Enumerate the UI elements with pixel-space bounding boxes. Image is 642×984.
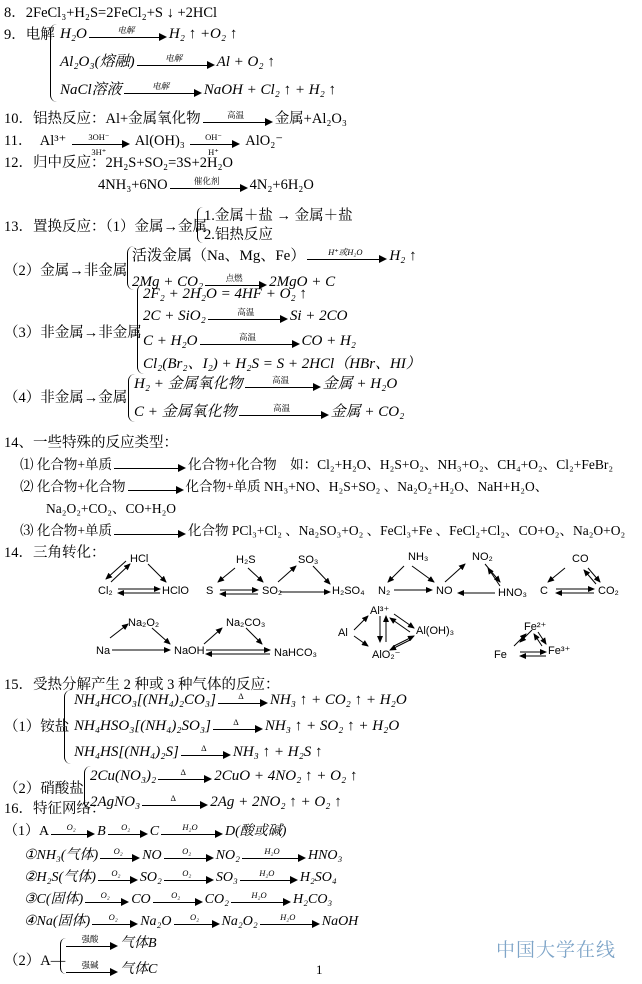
tri-label-t4-1: C	[540, 585, 548, 597]
eq-12-2: 4NH₃+6NO 催化剂 4N₂+6H₂O	[98, 175, 314, 193]
eq-15-1: NH₄HCO₃[(NH₄)₂CO₃] Δ NH₃ ↑ + CO₂ ↑ + H₂O	[74, 690, 407, 708]
label-s3: （3）非金属→非金属	[4, 325, 142, 341]
tri-label-t1-1: Cl₂	[98, 585, 113, 597]
brace-9	[50, 24, 57, 102]
eq-9-2: Al₂O₃(熔融) 电解 Al + O₂ ↑	[60, 52, 275, 70]
tri-label-t5-0: Na₂O₂	[128, 617, 160, 629]
eq-14-a: ⑴ 化合物+单质 化合物+化合物 如：Cl₂+H₂O、H₂S+O₂、NH₃+O₂、CH₄+O₂、Cl₂+FeBr₂	[20, 457, 614, 472]
eq-12-1: 12．归中反应：2H₂S+SO₂=3S+2H₂O	[4, 155, 234, 171]
eq-16-acid: 强酸 气体B	[64, 934, 157, 954]
eq-16-e1: ①NH₃(气体) O₂ NO O₂ NO₂ H₂O HNO₃	[24, 845, 343, 863]
title-14: 14、一些特殊的反应类型：	[4, 435, 178, 451]
tri-label-t7-1: Fe	[494, 649, 507, 661]
eq-s3-3: C + H₂O 高温 CO + H₂	[143, 331, 357, 349]
tri-label-t5-3: Na₂CO₃	[226, 617, 266, 629]
eq-16-base: 强碱 气体C	[64, 960, 157, 980]
eq-13-o2: 2.铝热反应	[204, 227, 273, 243]
eq-16-general: （1）A O₂ B O₂ C H₂O D(酸或碱)	[4, 821, 287, 839]
eq-16-e3: ③C(固体) O₂ CO O₂ CO₂ H₂O H₂CO₃	[24, 889, 333, 907]
tri-label-t2-0: H₂S	[236, 554, 256, 566]
label-s2: （2）金属→非金属	[4, 263, 128, 279]
tri-label-t5-1: Na	[96, 645, 111, 657]
title-14b: 14．三角转化：	[4, 545, 106, 561]
eq-14-b3: Na₂O₂+CO₂、CO+H₂O	[46, 501, 177, 516]
eq-16-e4: ④Na(固体) O₂ Na₂O O₂ Na₂O₂ H₂O NaOH	[24, 911, 359, 929]
eq-14-c: ⑶ 化合物+单质 化合物 PCl₃+Cl₂ 、Na₂SO₃+O₂ 、FeCl₃+Fe 、FeCl₂+Cl₂、CO+O₂、Na₂O+O₂	[20, 523, 626, 538]
tri-label-t2-2: SO₂	[262, 585, 283, 597]
tri-label-t3-0: NH₃	[408, 551, 429, 563]
eq-s2-1: 活泼金属（Na、Mg、Fe） H⁺或H₂O H₂ ↑	[132, 246, 417, 264]
eq-9-1: H₂O 电解 H₂ ↑ +O₂ ↑	[60, 24, 238, 42]
eq-13: 13．置换反应：（1）金属→金属	[4, 219, 207, 235]
brace-15-1	[64, 690, 71, 764]
tri-label-t5-2: NaOH	[174, 645, 205, 657]
eq-14-b: ⑵ 化合物+化合物 化合物+单质 NH₃+NO、H₂S+SO₂ 、Na₂O₂+H₂O、NaH+H₂O、	[20, 479, 549, 494]
title-16: 16．特征网络：	[4, 801, 106, 817]
page-number: 1	[316, 962, 323, 977]
eq-s2-2: 2Mg + CO₂ 点燃 2MgO + C	[132, 272, 336, 290]
tri-label-t1-2: HClO	[162, 585, 189, 597]
tri-label-t2-1: S	[206, 585, 214, 597]
eq-s3-2: 2C + SiO₂ 高温 Si + 2CO	[143, 306, 348, 324]
tri-label-t7-0: Fe²⁺	[524, 621, 547, 633]
tri-label-t4-0: CO	[572, 553, 589, 565]
eq-9-3: NaCl溶液 电解 NaOH + Cl₂ ↑ + H₂ ↑	[60, 80, 337, 98]
eq-s4-2: C + 金属氧化物 高温 金属 + CO₂	[134, 402, 405, 420]
eq-s4-1: H₂ + 金属氧化物 高温 金属 + H₂O	[134, 374, 398, 392]
tri-label-t7-2: Fe³⁺	[548, 645, 571, 657]
tri-label-t6-2: Al(OH)₃	[416, 625, 455, 637]
eq-13-o1: 1.金属＋盐 → 金属＋盐	[204, 208, 353, 224]
title-15: 15．受热分解产生 2 种或 3 种气体的反应：	[4, 677, 280, 693]
eq-10: 10．铝热反应：Al+金属氧化物 高温 金属+Al₂O₃	[4, 109, 347, 127]
eq-s3-4: Cl₂(Br₂、I₂) + H₂S = S + 2HCl（HBr、HI）	[143, 356, 421, 372]
tri-label-t6-3: AlO₂⁻	[372, 649, 401, 661]
tri-label-t3-4: HNO₃	[498, 587, 527, 599]
tri-label-t5-4: NaHCO₃	[274, 647, 317, 659]
tri-label-t3-2: NO	[436, 585, 453, 597]
label-9: 9．电解	[4, 27, 55, 43]
eq-s3-1: 2F₂ + 2H₂O = 4HF + O₂ ↑	[143, 286, 307, 302]
label-15-1: （1）铵盐	[4, 719, 70, 735]
eq-15-4: 2Cu(NO₃)₂ Δ 2CuO + 4NO₂ ↑ + O₂ ↑	[90, 766, 358, 784]
tri-label-t2-3: SO₃	[298, 554, 319, 566]
eq-8: 8．2FeCl₃+H₂S=2FeCl₂+S ↓ +2HCl	[4, 5, 218, 21]
tri-label-t3-3: NO₂	[472, 551, 493, 563]
watermark-text: 中国大学在线	[495, 939, 616, 961]
eq-16-e2: ②H₂S(气体) O₂ SO₂ O₂ SO₃ H₂O H₂SO₄	[24, 867, 337, 885]
tri-label-t4-2: CO₂	[598, 585, 619, 597]
eq-11: 11． Al³⁺ $\frac{3OH^-}{3H^+}$ Al(OH)₃ $\frac{OH^-}{H^+}$ AlO₂⁻	[4, 131, 283, 157]
label-16-2: （2）A—	[4, 953, 66, 969]
tri-label-t6-1: Al	[338, 627, 348, 639]
tri-label-t3-1: N₂	[378, 585, 391, 597]
triangle-diagrams	[0, 546, 642, 664]
label-s4: （4）非金属→金属	[4, 390, 128, 406]
brace-13	[197, 207, 203, 243]
eq-15-3: NH₄HS[(NH₄)₂S] Δ NH₃ ↑ + H₂S ↑	[74, 742, 323, 760]
eq-15-2: NH₄HSO₃[(NH₄)₂SO₃] Δ NH₃ ↑ + SO₂ ↑ + H₂O	[74, 716, 400, 734]
label-15-2: （2）硝酸盐	[4, 781, 84, 797]
eq-15-5: 2AgNO₃ Δ 2Ag + 2NO₂ ↑ + O₂ ↑	[90, 792, 342, 810]
tri-label-t1-0: HCl	[130, 553, 149, 565]
tri-label-t2-4: H₂SO₄	[332, 585, 365, 597]
tri-label-t6-0: Al³⁺	[370, 605, 390, 617]
